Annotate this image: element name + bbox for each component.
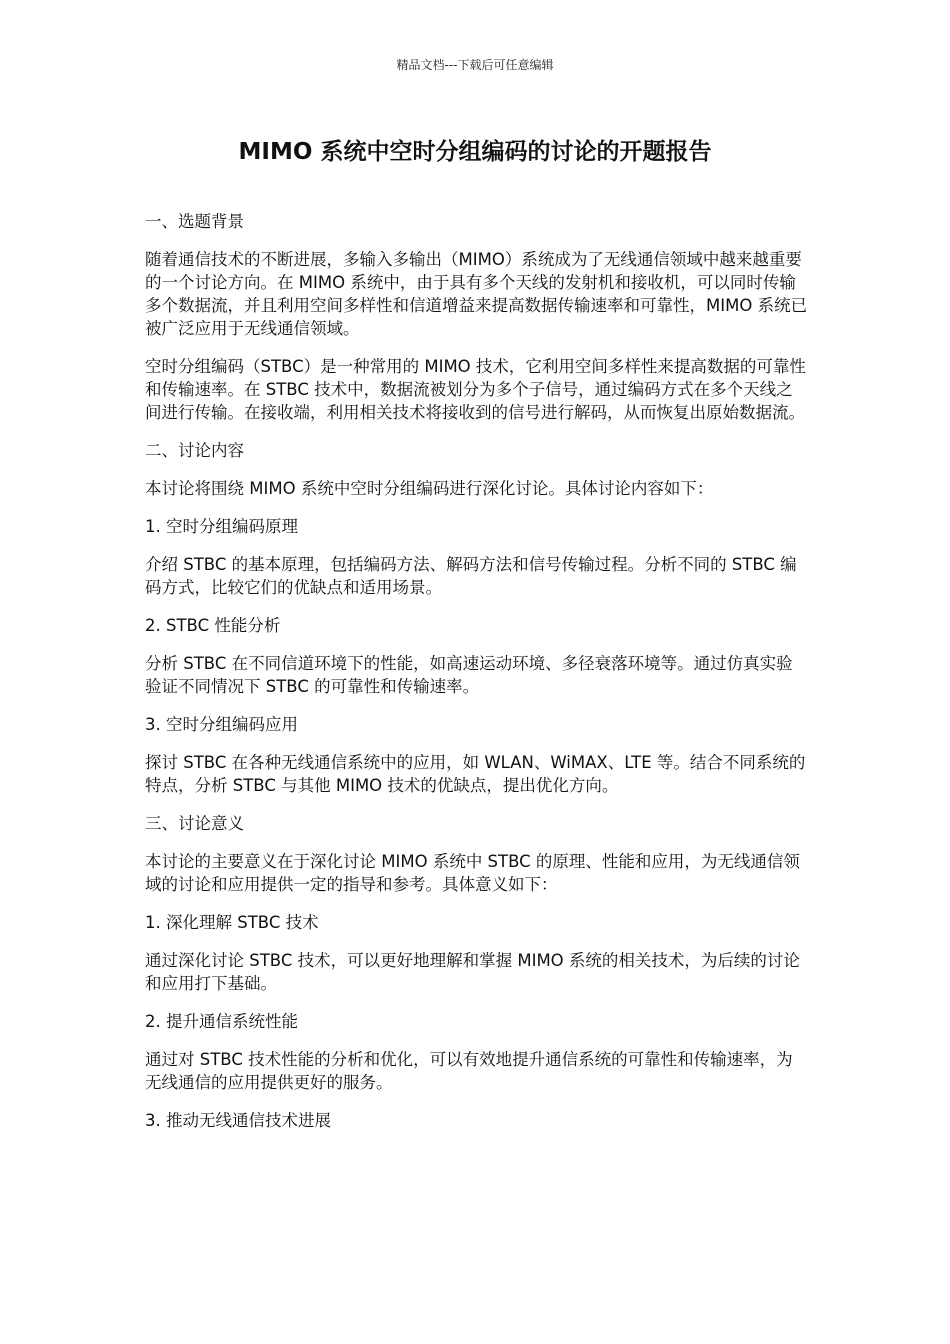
paragraph-background-1: 随着通信技术的不断进展，多输入多输出（MIMO）系统成为了无线通信领域中越来越重要的一个讨论方向。在 MIMO 系统中，由于具有多个天线的发射机和接收机，可以同时传输多个数据流，并且利用空间多样性和信道增益来提高数据传输速率和可靠性，MIMO 系统已被广泛应用于无线通信领域。 [145,250,808,338]
paragraph-stbc-principle: 介绍 STBC 的基本原理，包括编码方法、解码方法和信号传输过程。分析不同的 STBC 编码方式，比较它们的优缺点和适用场景。 [145,555,797,597]
subheading-understand-stbc: 1. 深化理解 STBC 技术 [145,913,319,932]
document-title: MIMO 系统中空时分组编码的讨论的开题报告 [238,139,712,165]
paragraph-content-intro: 本讨论将围绕 MIMO 系统中空时分组编码进行深化讨论。具体讨论内容如下： [145,479,714,498]
section-heading-significance: 三、讨论意义 [145,814,244,833]
paragraph-stbc-performance: 分析 STBC 在不同信道环境下的性能，如高速运动环境、多径衰落环境等。通过仿真实验验证不同情况下 STBC 的可靠性和传输速率。 [145,654,793,696]
paragraph-stbc-application: 探讨 STBC 在各种无线通信系统中的应用，如 WLAN、WiMAX、LTE 等。结合不同系统的特点，分析 STBC 与其他 MIMO 技术的优缺点，提出优化方向。 [145,753,806,795]
document-body [145,210,809,1147]
section-heading-content: 二、讨论内容 [145,441,244,460]
subheading-promote-wireless: 3. 推动无线通信技术进展 [145,1111,331,1130]
page-header: 精品文档---下载后可任意编辑 [396,58,554,72]
paragraph-background-2: 空时分组编码（STBC）是一种常用的 MIMO 技术，它利用空间多样性来提高数据的可靠性和传输速率。在 STBC 技术中，数据流被划分为多个子信号，通过编码方式在多个天线之间进行传输。在接收端，利用相关技术将接收到的信号进行解码，从而恢复出原始数据流。 [145,357,806,422]
subheading-stbc-performance: 2. STBC 性能分析 [145,616,281,635]
subheading-stbc-application: 3. 空时分组编码应用 [145,715,298,734]
paragraph-understand-stbc: 通过深化讨论 STBC 技术，可以更好地理解和掌握 MIMO 系统的相关技术，为后续的讨论和应用打下基础。 [145,951,800,993]
section-heading-background: 一、选题背景 [145,212,244,231]
paragraph-significance-intro: 本讨论的主要意义在于深化讨论 MIMO 系统中 STBC 的原理、性能和应用，为无线通信领域的讨论和应用提供一定的指导和参考。具体意义如下： [145,852,800,894]
subheading-stbc-principle: 1. 空时分组编码原理 [145,517,298,536]
subheading-improve-performance: 2. 提升通信系统性能 [145,1012,298,1031]
paragraph-improve-performance: 通过对 STBC 技术性能的分析和优化，可以有效地提升通信系统的可靠性和传输速率，为无线通信的应用提供更好的服务。 [145,1050,793,1092]
